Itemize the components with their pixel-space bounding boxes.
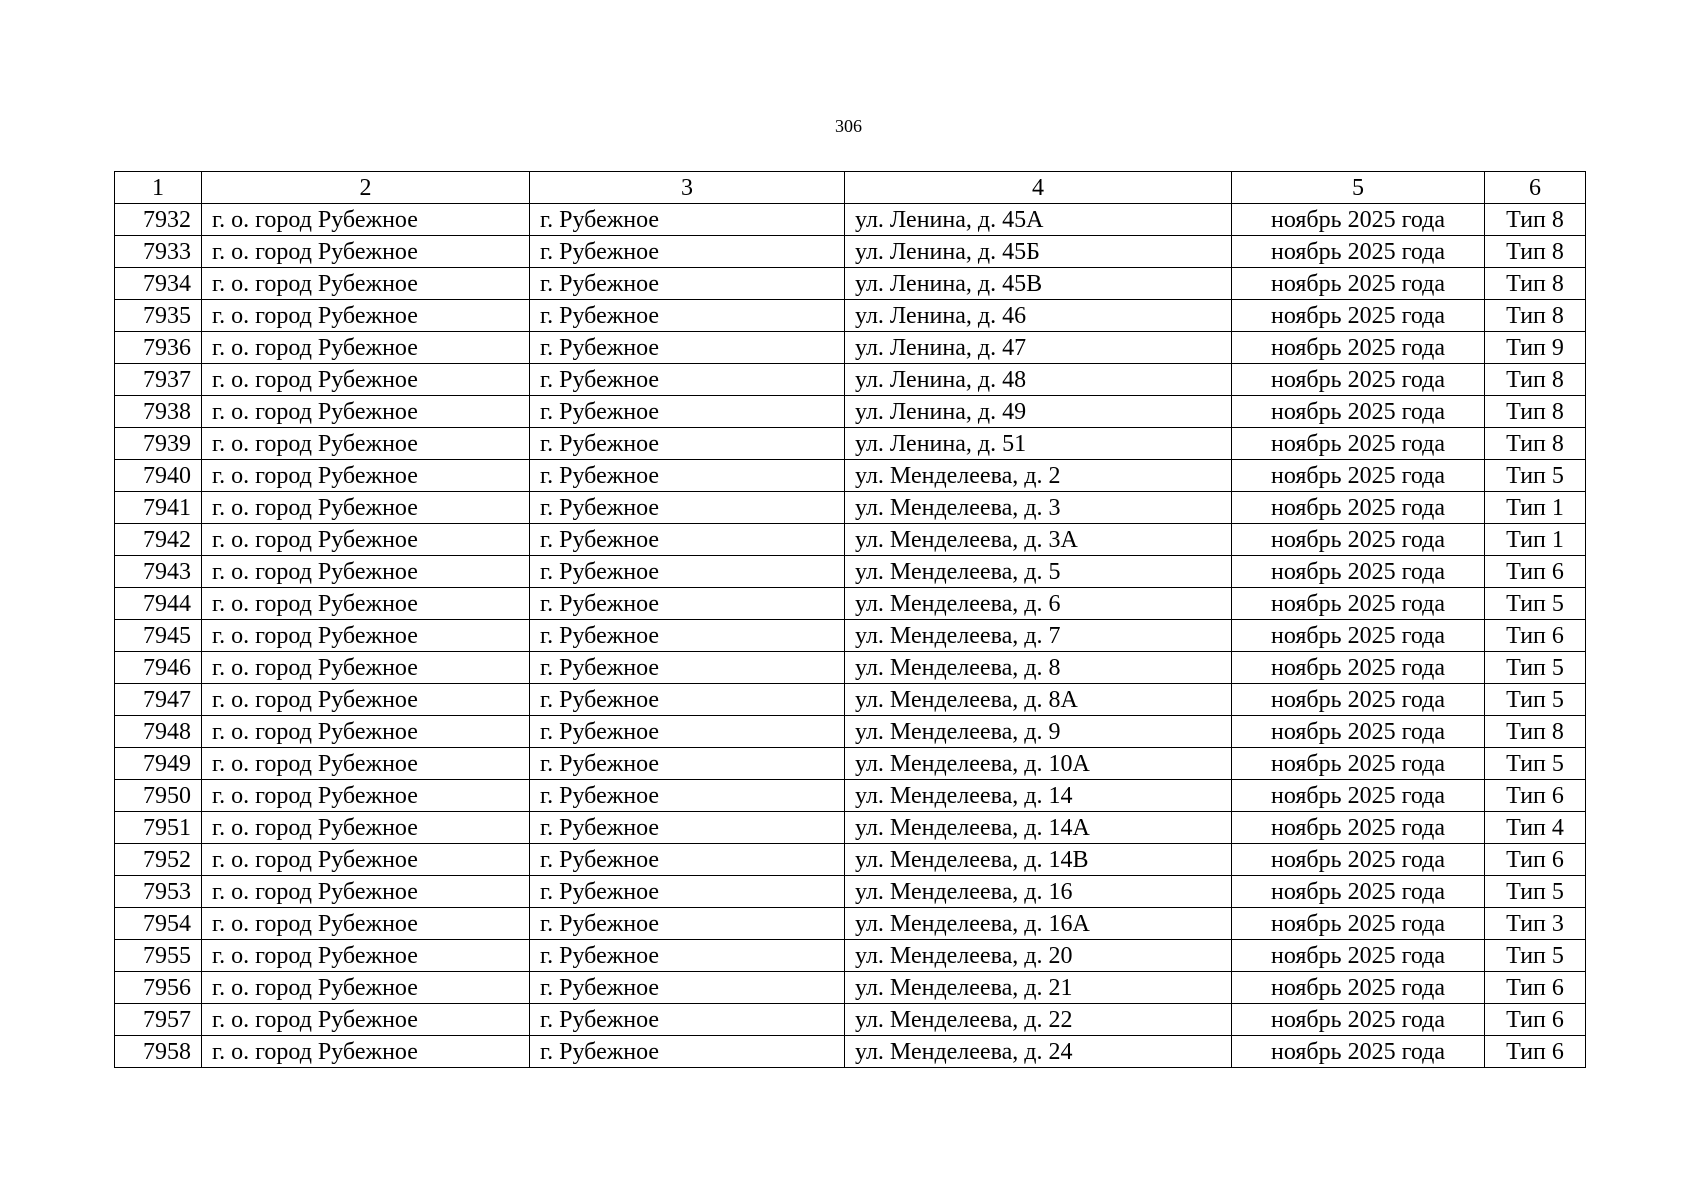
date-cell: ноябрь 2025 года (1232, 940, 1485, 972)
column-header: 4 (845, 172, 1232, 204)
municipality-cell: г. о. город Рубежное (202, 556, 530, 588)
date-cell: ноябрь 2025 года (1232, 780, 1485, 812)
type-cell: Тип 6 (1485, 620, 1586, 652)
address-cell: ул. Менделеева, д. 10А (845, 748, 1232, 780)
table-row (115, 492, 1586, 524)
settlement-cell: г. Рубежное (530, 204, 845, 236)
settlement-cell: г. Рубежное (530, 1004, 845, 1036)
date-cell: ноябрь 2025 года (1232, 748, 1485, 780)
date-cell: ноябрь 2025 года (1232, 268, 1485, 300)
settlement-cell: г. Рубежное (530, 460, 845, 492)
address-cell: ул. Ленина, д. 51 (845, 428, 1232, 460)
municipality-cell: г. о. город Рубежное (202, 204, 530, 236)
address-cell: ул. Менделеева, д. 14В (845, 844, 1232, 876)
address-cell: ул. Ленина, д. 45В (845, 268, 1232, 300)
settlement-cell: г. Рубежное (530, 588, 845, 620)
type-cell: Тип 3 (1485, 908, 1586, 940)
municipality-cell: г. о. город Рубежное (202, 684, 530, 716)
municipality-cell: г. о. город Рубежное (202, 268, 530, 300)
table-row (115, 588, 1586, 620)
settlement-cell: г. Рубежное (530, 428, 845, 460)
date-cell: ноябрь 2025 года (1232, 204, 1485, 236)
row-number-cell: 7949 (115, 748, 202, 780)
settlement-cell: г. Рубежное (530, 524, 845, 556)
table-row (115, 332, 1586, 364)
table-row (115, 556, 1586, 588)
data-table (114, 171, 1586, 1068)
date-cell: ноябрь 2025 года (1232, 812, 1485, 844)
address-cell: ул. Менделеева, д. 6 (845, 588, 1232, 620)
type-cell: Тип 5 (1485, 460, 1586, 492)
settlement-cell: г. Рубежное (530, 492, 845, 524)
municipality-cell: г. о. город Рубежное (202, 812, 530, 844)
date-cell: ноябрь 2025 года (1232, 588, 1485, 620)
address-cell: ул. Менделеева, д. 14 (845, 780, 1232, 812)
table-row (115, 524, 1586, 556)
date-cell: ноябрь 2025 года (1232, 364, 1485, 396)
date-cell: ноябрь 2025 года (1232, 684, 1485, 716)
settlement-cell: г. Рубежное (530, 908, 845, 940)
municipality-cell: г. о. город Рубежное (202, 364, 530, 396)
municipality-cell: г. о. город Рубежное (202, 428, 530, 460)
date-cell: ноябрь 2025 года (1232, 428, 1485, 460)
row-number-cell: 7951 (115, 812, 202, 844)
settlement-cell: г. Рубежное (530, 812, 845, 844)
type-cell: Тип 1 (1485, 524, 1586, 556)
table-row (115, 972, 1586, 1004)
row-number-cell: 7946 (115, 652, 202, 684)
settlement-cell: г. Рубежное (530, 332, 845, 364)
municipality-cell: г. о. город Рубежное (202, 236, 530, 268)
date-cell: ноябрь 2025 года (1232, 524, 1485, 556)
settlement-cell: г. Рубежное (530, 972, 845, 1004)
settlement-cell: г. Рубежное (530, 716, 845, 748)
type-cell: Тип 9 (1485, 332, 1586, 364)
address-cell: ул. Менделеева, д. 21 (845, 972, 1232, 1004)
date-cell: ноябрь 2025 года (1232, 556, 1485, 588)
table-row (115, 876, 1586, 908)
settlement-cell: г. Рубежное (530, 652, 845, 684)
address-cell: ул. Менделеева, д. 24 (845, 1036, 1232, 1068)
type-cell: Тип 8 (1485, 716, 1586, 748)
type-cell: Тип 8 (1485, 364, 1586, 396)
table-row (115, 812, 1586, 844)
page-number: 306 (835, 116, 862, 136)
row-number-cell: 7938 (115, 396, 202, 428)
settlement-cell: г. Рубежное (530, 364, 845, 396)
type-cell: Тип 6 (1485, 1036, 1586, 1068)
municipality-cell: г. о. город Рубежное (202, 748, 530, 780)
date-cell: ноябрь 2025 года (1232, 332, 1485, 364)
row-number-cell: 7947 (115, 684, 202, 716)
type-cell: Тип 1 (1485, 492, 1586, 524)
settlement-cell: г. Рубежное (530, 844, 845, 876)
column-header: 2 (202, 172, 530, 204)
address-cell: ул. Менделеева, д. 3 (845, 492, 1232, 524)
address-cell: ул. Менделеева, д. 9 (845, 716, 1232, 748)
row-number-cell: 7936 (115, 332, 202, 364)
address-cell: ул. Менделеева, д. 20 (845, 940, 1232, 972)
municipality-cell: г. о. город Рубежное (202, 940, 530, 972)
date-cell: ноябрь 2025 года (1232, 876, 1485, 908)
row-number-cell: 7939 (115, 428, 202, 460)
municipality-cell: г. о. город Рубежное (202, 460, 530, 492)
table-row (115, 396, 1586, 428)
table-row (115, 1036, 1586, 1068)
table-row (115, 908, 1586, 940)
table-row (115, 940, 1586, 972)
address-cell: ул. Менделеева, д. 16А (845, 908, 1232, 940)
row-number-cell: 7937 (115, 364, 202, 396)
date-cell: ноябрь 2025 года (1232, 652, 1485, 684)
row-number-cell: 7956 (115, 972, 202, 1004)
table-row (115, 428, 1586, 460)
settlement-cell: г. Рубежное (530, 684, 845, 716)
municipality-cell: г. о. город Рубежное (202, 844, 530, 876)
municipality-cell: г. о. город Рубежное (202, 1004, 530, 1036)
type-cell: Тип 4 (1485, 812, 1586, 844)
row-number-cell: 7934 (115, 268, 202, 300)
settlement-cell: г. Рубежное (530, 1036, 845, 1068)
date-cell: ноябрь 2025 года (1232, 972, 1485, 1004)
table-row (115, 364, 1586, 396)
row-number-cell: 7954 (115, 908, 202, 940)
row-number-cell: 7932 (115, 204, 202, 236)
type-cell: Тип 6 (1485, 844, 1586, 876)
row-number-cell: 7945 (115, 620, 202, 652)
column-header: 1 (115, 172, 202, 204)
table-row (115, 1004, 1586, 1036)
address-cell: ул. Менделеева, д. 14А (845, 812, 1232, 844)
date-cell: ноябрь 2025 года (1232, 1036, 1485, 1068)
settlement-cell: г. Рубежное (530, 396, 845, 428)
date-cell: ноябрь 2025 года (1232, 236, 1485, 268)
municipality-cell: г. о. город Рубежное (202, 1036, 530, 1068)
type-cell: Тип 5 (1485, 940, 1586, 972)
type-cell: Тип 6 (1485, 1004, 1586, 1036)
row-number-cell: 7942 (115, 524, 202, 556)
type-cell: Тип 8 (1485, 396, 1586, 428)
type-cell: Тип 5 (1485, 588, 1586, 620)
address-cell: ул. Менделеева, д. 2 (845, 460, 1232, 492)
type-cell: Тип 8 (1485, 236, 1586, 268)
date-cell: ноябрь 2025 года (1232, 492, 1485, 524)
column-header: 6 (1485, 172, 1586, 204)
municipality-cell: г. о. город Рубежное (202, 620, 530, 652)
row-number-cell: 7953 (115, 876, 202, 908)
municipality-cell: г. о. город Рубежное (202, 332, 530, 364)
municipality-cell: г. о. город Рубежное (202, 908, 530, 940)
row-number-cell: 7957 (115, 1004, 202, 1036)
type-cell: Тип 8 (1485, 428, 1586, 460)
row-number-cell: 7935 (115, 300, 202, 332)
address-cell: ул. Менделеева, д. 5 (845, 556, 1232, 588)
address-cell: ул. Ленина, д. 48 (845, 364, 1232, 396)
municipality-cell: г. о. город Рубежное (202, 972, 530, 1004)
row-number-cell: 7943 (115, 556, 202, 588)
address-cell: ул. Менделеева, д. 8 (845, 652, 1232, 684)
address-cell: ул. Менделеева, д. 16 (845, 876, 1232, 908)
municipality-cell: г. о. город Рубежное (202, 300, 530, 332)
table-row (115, 460, 1586, 492)
date-cell: ноябрь 2025 года (1232, 620, 1485, 652)
date-cell: ноябрь 2025 года (1232, 300, 1485, 332)
table-row (115, 620, 1586, 652)
row-number-cell: 7933 (115, 236, 202, 268)
municipality-cell: г. о. город Рубежное (202, 396, 530, 428)
settlement-cell: г. Рубежное (530, 268, 845, 300)
settlement-cell: г. Рубежное (530, 620, 845, 652)
address-cell: ул. Ленина, д. 46 (845, 300, 1232, 332)
municipality-cell: г. о. город Рубежное (202, 716, 530, 748)
date-cell: ноябрь 2025 года (1232, 716, 1485, 748)
table-row (115, 300, 1586, 332)
address-cell: ул. Менделеева, д. 3А (845, 524, 1232, 556)
date-cell: ноябрь 2025 года (1232, 1004, 1485, 1036)
row-number-cell: 7955 (115, 940, 202, 972)
table-row (115, 844, 1586, 876)
municipality-cell: г. о. город Рубежное (202, 876, 530, 908)
row-number-cell: 7941 (115, 492, 202, 524)
settlement-cell: г. Рубежное (530, 876, 845, 908)
row-number-cell: 7958 (115, 1036, 202, 1068)
municipality-cell: г. о. город Рубежное (202, 588, 530, 620)
table-body (115, 172, 1586, 1068)
table-row (115, 652, 1586, 684)
table-row (115, 268, 1586, 300)
settlement-cell: г. Рубежное (530, 940, 845, 972)
column-header: 3 (530, 172, 845, 204)
address-cell: ул. Менделеева, д. 7 (845, 620, 1232, 652)
date-cell: ноябрь 2025 года (1232, 396, 1485, 428)
municipality-cell: г. о. город Рубежное (202, 780, 530, 812)
table-row (115, 236, 1586, 268)
address-cell: ул. Менделеева, д. 8А (845, 684, 1232, 716)
table-row (115, 780, 1586, 812)
address-cell: ул. Менделеева, д. 22 (845, 1004, 1232, 1036)
address-cell: ул. Ленина, д. 45Б (845, 236, 1232, 268)
row-number-cell: 7952 (115, 844, 202, 876)
settlement-cell: г. Рубежное (530, 236, 845, 268)
table-row (115, 748, 1586, 780)
table-row (115, 684, 1586, 716)
type-cell: Тип 8 (1485, 204, 1586, 236)
type-cell: Тип 5 (1485, 748, 1586, 780)
settlement-cell: г. Рубежное (530, 748, 845, 780)
municipality-cell: г. о. город Рубежное (202, 652, 530, 684)
type-cell: Тип 6 (1485, 972, 1586, 1004)
settlement-cell: г. Рубежное (530, 780, 845, 812)
type-cell: Тип 5 (1485, 652, 1586, 684)
table-header-row (115, 172, 1586, 204)
date-cell: ноябрь 2025 года (1232, 908, 1485, 940)
type-cell: Тип 5 (1485, 684, 1586, 716)
address-cell: ул. Ленина, д. 49 (845, 396, 1232, 428)
date-cell: ноябрь 2025 года (1232, 460, 1485, 492)
row-number-cell: 7940 (115, 460, 202, 492)
type-cell: Тип 8 (1485, 300, 1586, 332)
type-cell: Тип 5 (1485, 876, 1586, 908)
column-header: 5 (1232, 172, 1485, 204)
settlement-cell: г. Рубежное (530, 556, 845, 588)
address-cell: ул. Ленина, д. 47 (845, 332, 1232, 364)
row-number-cell: 7948 (115, 716, 202, 748)
row-number-cell: 7944 (115, 588, 202, 620)
settlement-cell: г. Рубежное (530, 300, 845, 332)
row-number-cell: 7950 (115, 780, 202, 812)
type-cell: Тип 8 (1485, 268, 1586, 300)
municipality-cell: г. о. город Рубежное (202, 492, 530, 524)
type-cell: Тип 6 (1485, 780, 1586, 812)
address-cell: ул. Ленина, д. 45А (845, 204, 1232, 236)
date-cell: ноябрь 2025 года (1232, 844, 1485, 876)
type-cell: Тип 6 (1485, 556, 1586, 588)
municipality-cell: г. о. город Рубежное (202, 524, 530, 556)
table-row (115, 204, 1586, 236)
table-row (115, 716, 1586, 748)
